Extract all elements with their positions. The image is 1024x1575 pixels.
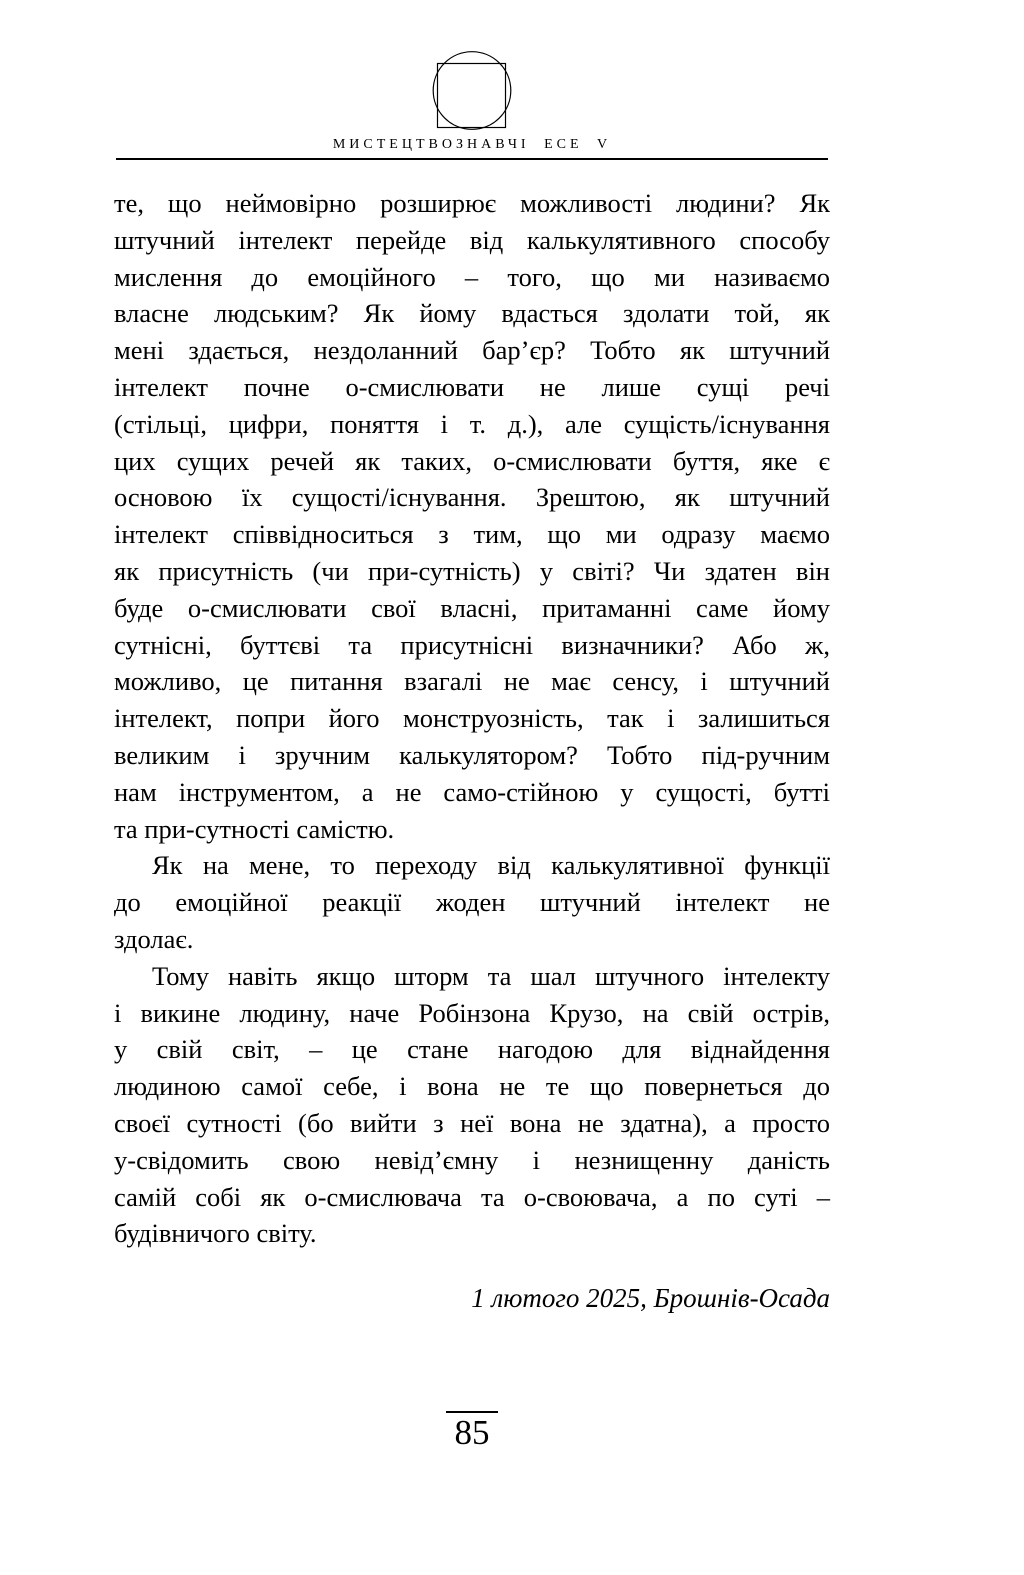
dateline: 1 лютого 2025, Брошнів-Осада [471, 1283, 830, 1313]
text-line: Як на мене, то переходу від калькулятивної функції [152, 850, 830, 881]
text-line: власне людським? Як йому вдасться здолати той, як [114, 298, 830, 329]
header-rule [116, 158, 828, 160]
text-line: нам інструментом, а не само-стійною у сущості, бутті [114, 776, 830, 807]
text-line: мислення до емоційного – того, що ми називаємо [114, 261, 830, 292]
text-line: до емоційної реакції жоден штучний інтелект не [114, 887, 830, 918]
text-line: та при-сутності самістю. [114, 813, 395, 844]
text-line: і викине людину, наче Робінзона Крузо, на свій острів, [114, 997, 830, 1028]
text-line: Тому навіть якщо шторм та шал штучного інтелекту [152, 960, 830, 991]
text-line: мені здається, нездоланний бар’єр? Тобто як штучний [114, 335, 830, 366]
text-line: великим і зручним калькулятором? Тобто під-ручним [114, 739, 830, 770]
text-line: здолає. [114, 923, 194, 954]
circle-square-logo-icon [432, 51, 512, 131]
text-line: буде о-смислювати свої власні, притаманні саме йому [114, 592, 830, 623]
text-line: як присутність (чи при-сутність) у світі? Чи здатен він [114, 555, 830, 586]
text-line: штучний інтелект перейде від калькулятивного способу [114, 224, 830, 255]
text-line: основою їх сущості/існування. Зрештою, як штучний [114, 482, 830, 513]
text-line: своєї сутності (бо вийти з неї вона не здатна), а просто [114, 1107, 830, 1138]
text-line: можливо, це питання взагалі не має сенсу, і штучний [114, 666, 830, 697]
text-line: самій собі як о-смислювача та о-своювача, а по суті – [114, 1181, 830, 1212]
running-header-title: МИСТЕЦТВОЗНАВЧІ ЕСЕ V [332, 137, 612, 152]
text-line: інтелект співвідноситься з тим, що ми одразу маємо [114, 519, 830, 550]
text-line: інтелект почне о-смислювати не лише сущі речі [114, 371, 830, 402]
page-number-block [446, 1411, 498, 1452]
text-line: людиною самої себе, і вона не те що повернеться до [114, 1071, 830, 1102]
text-line: сутнісні, буттєві та присутнісні визначники? Або ж, [114, 629, 830, 660]
page-number: 85 [454, 1413, 490, 1452]
body-text [114, 185, 830, 1252]
text-line: те, що неймовірно розширює можливості людини? Як [114, 188, 830, 218]
text-line: (стільці, цифри, поняття і т. д.), але сущість/існування [114, 408, 830, 439]
text-line: будівничого світу. [114, 1218, 317, 1249]
text-line: у-свідомить свою невід’ємну і незнищенну даність [114, 1144, 830, 1175]
text-line: цих сущих речей як таких, о-смислювати буття, яке є [114, 445, 830, 476]
page-footer [114, 1411, 830, 1452]
text-column [114, 0, 830, 1575]
text-line: інтелект, попри його монструозність, так і залишиться [114, 703, 830, 734]
text-line: у свій світ, – це стане нагодою для віднайдення [114, 1034, 830, 1065]
